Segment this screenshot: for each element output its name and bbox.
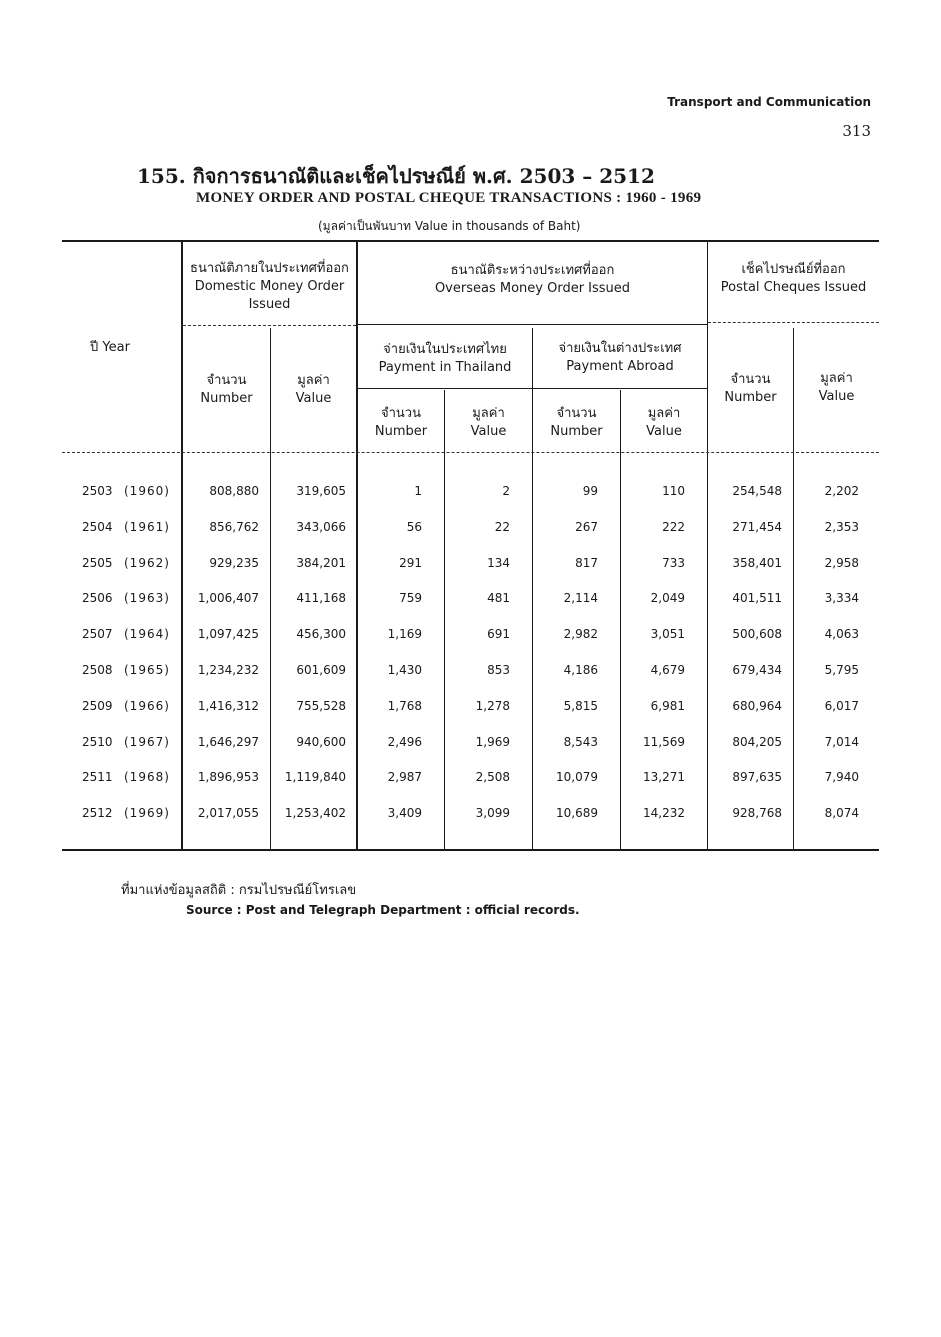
cell-pc-num: 271,454: [732, 520, 782, 534]
overseas-thai: ธนาณัติระหว่างประเทศที่ออก: [450, 263, 615, 278]
cell-pc-val: 2,202: [824, 484, 859, 498]
cell-ab-num: 2,114: [563, 591, 598, 605]
table-subtitle: (มูลค่าเป็นพันบาท Value in thousands of Baht): [318, 219, 581, 233]
table-title-thai: [137, 160, 655, 192]
section-header: Transport and Communication: [667, 95, 871, 109]
cell-th-num: 56: [406, 520, 422, 534]
cell-ab-val: 6,981: [650, 699, 685, 713]
domestic-english-1: Domestic Money Order: [194, 279, 345, 294]
cell-ab-num: 817: [575, 556, 598, 570]
cell-dom-num: 856,762: [209, 520, 259, 534]
table-top-rule: [62, 240, 879, 242]
divider-overseas: [707, 242, 708, 849]
cell-pc-val: 8,074: [824, 806, 859, 820]
cell-ab-num: 4,186: [563, 663, 598, 677]
domestic-sub-rule: [183, 325, 356, 326]
payment-thailand-thai: จ่ายเงินในประเทศไทย: [383, 342, 507, 357]
cell-ab-num: 267: [575, 520, 598, 534]
cell-pc-val: 2,958: [824, 556, 859, 570]
postal-thai: เช็คไปรษณีย์ที่ออก: [741, 262, 846, 277]
year-english-cell: (1967): [124, 735, 170, 749]
year-english-cell: (1960): [124, 484, 170, 498]
cell-pc-val: 3,334: [824, 591, 859, 605]
divider-year: [181, 242, 183, 849]
payment-abroad-english: Payment Abroad: [566, 359, 674, 374]
postal-sub-rule: [708, 322, 879, 323]
cell-pc-num: 928,768: [732, 806, 782, 820]
cell-th-num: 2,987: [387, 770, 422, 784]
cell-th-num: 3,409: [387, 806, 422, 820]
cell-th-num: 1,768: [387, 699, 422, 713]
header-th-value: มูลค่า Value: [470, 406, 507, 439]
cell-th-val: 3,099: [475, 806, 510, 820]
cell-dom-val: 940,600: [296, 735, 346, 749]
source-english: Source : Post and Telegraph Department : official records.: [186, 903, 580, 917]
year-english-cell: (1963): [124, 591, 170, 605]
header-dom-number: จำนวน Number: [200, 373, 253, 406]
year-thai-cell: 2506: [82, 591, 113, 605]
cell-th-num: 1: [414, 484, 422, 498]
year-thai-cell: 2505: [82, 556, 113, 570]
year-thai-cell: 2504: [82, 520, 113, 534]
year-thai-cell: 2512: [82, 806, 113, 820]
year-label-thai: ปี: [90, 340, 99, 355]
cell-dom-num: 1,416,312: [197, 699, 259, 713]
cell-pc-val: 4,063: [824, 627, 859, 641]
cell-ab-val: 2,049: [650, 591, 685, 605]
cell-pc-val: 7,940: [824, 770, 859, 784]
year-english-cell: (1968): [124, 770, 170, 784]
cell-th-num: 2,496: [387, 735, 422, 749]
cell-dom-num: 1,234,232: [197, 663, 259, 677]
cell-dom-val: 601,609: [296, 663, 346, 677]
cell-dom-val: 456,300: [296, 627, 346, 641]
cell-th-val: 853: [487, 663, 510, 677]
divider-ab-num: [620, 390, 621, 849]
table-number: 155.: [137, 164, 186, 188]
title-thai-text: กิจการธนาณัติและเช็คไปรษณีย์ พ.ศ. 2503 – 2512: [192, 164, 655, 188]
cell-ab-val: 4,679: [650, 663, 685, 677]
year-thai-cell: 2511: [82, 770, 113, 784]
table-bottom-rule: [62, 849, 879, 851]
cell-ab-num: 5,815: [563, 699, 598, 713]
table-title-english: MONEY ORDER AND POSTAL CHEQUE TRANSACTIONS : 1960 - 1969: [196, 190, 702, 206]
page-number: 313: [842, 122, 871, 140]
cell-ab-num: 99: [582, 484, 598, 498]
cell-th-val: 2,508: [475, 770, 510, 784]
cell-ab-val: 733: [662, 556, 685, 570]
header-ab-number: จำนวน Number: [550, 406, 603, 439]
cell-pc-num: 679,434: [732, 663, 782, 677]
cell-pc-num: 897,635: [732, 770, 782, 784]
header-payment-thailand: [358, 341, 532, 377]
overseas-sub-rule: [358, 324, 707, 325]
header-ab-value: มูลค่า Value: [646, 406, 682, 439]
divider-domestic: [356, 242, 358, 849]
cell-ab-num: 2,982: [563, 627, 598, 641]
year-english-cell: (1962): [124, 556, 170, 570]
cell-dom-num: 808,880: [209, 484, 259, 498]
payment-sub-rule: [358, 388, 707, 389]
cell-th-num: 291: [399, 556, 422, 570]
cell-th-val: 2: [502, 484, 510, 498]
header-th-number: จำนวน Number: [374, 406, 428, 439]
cell-dom-num: 1,006,407: [197, 591, 259, 605]
year-thai-cell: 2507: [82, 627, 113, 641]
cell-th-val: 1,969: [475, 735, 510, 749]
cell-th-val: 134: [487, 556, 510, 570]
cell-dom-num: 929,235: [209, 556, 259, 570]
cell-pc-num: 680,964: [732, 699, 782, 713]
year-thai-cell: 2510: [82, 735, 113, 749]
cell-th-num: 759: [399, 591, 422, 605]
year-english-cell: (1965): [124, 663, 170, 677]
cell-dom-val: 319,605: [296, 484, 346, 498]
cell-dom-val: 384,201: [296, 556, 346, 570]
header-year: [90, 339, 160, 357]
cell-pc-num: 804,205: [732, 735, 782, 749]
cell-pc-val: 2,353: [824, 520, 859, 534]
cell-dom-num: 2,017,055: [197, 806, 259, 820]
cell-ab-val: 110: [662, 484, 685, 498]
cell-pc-val: 7,014: [824, 735, 859, 749]
header-domestic: [183, 260, 356, 314]
cell-ab-val: 3,051: [650, 627, 685, 641]
year-english-cell: (1964): [124, 627, 170, 641]
cell-dom-val: 343,066: [296, 520, 346, 534]
cell-ab-val: 13,271: [643, 770, 685, 784]
cell-pc-num: 401,511: [732, 591, 782, 605]
cell-th-val: 481: [487, 591, 510, 605]
header-payment-abroad: [533, 340, 707, 376]
header-postal: [708, 261, 879, 297]
payment-abroad-thai: จ่ายเงินในต่างประเทศ: [558, 341, 682, 356]
cell-dom-num: 1,896,953: [197, 770, 259, 784]
cell-ab-num: 8,543: [563, 735, 598, 749]
cell-dom-val: 1,253,402: [284, 806, 346, 820]
cell-ab-num: 10,079: [556, 770, 598, 784]
cell-ab-val: 14,232: [643, 806, 685, 820]
header-bottom-rule: [62, 452, 879, 453]
cell-th-val: 22: [494, 520, 510, 534]
cell-pc-num: 358,401: [732, 556, 782, 570]
divider-pc-num: [793, 328, 794, 849]
cell-th-val: 1,278: [475, 699, 510, 713]
payment-thailand-english: Payment in Thailand: [378, 360, 512, 375]
year-thai-cell: 2509: [82, 699, 113, 713]
year-english-cell: (1966): [124, 699, 170, 713]
year-english-cell: (1969): [124, 806, 170, 820]
cell-pc-val: 5,795: [824, 663, 859, 677]
year-english-cell: (1961): [124, 520, 170, 534]
cell-dom-val: 1,119,840: [284, 770, 346, 784]
header-pc-value: มูลค่า Value: [818, 371, 855, 404]
cell-pc-num: 254,548: [732, 484, 782, 498]
cell-ab-val: 11,569: [643, 735, 685, 749]
cell-ab-val: 222: [662, 520, 685, 534]
year-thai-cell: 2508: [82, 663, 113, 677]
cell-dom-num: 1,097,425: [197, 627, 259, 641]
overseas-english: Overseas Money Order Issued: [434, 281, 631, 296]
cell-th-val: 691: [487, 627, 510, 641]
domestic-thai: ธนาณัติภายในประเทศที่ออก: [190, 261, 349, 276]
divider-th-num: [444, 390, 445, 849]
year-thai-cell: 2503: [82, 484, 113, 498]
cell-pc-num: 500,608: [732, 627, 782, 641]
cell-pc-val: 6,017: [824, 699, 859, 713]
cell-th-num: 1,430: [387, 663, 422, 677]
cell-ab-num: 10,689: [556, 806, 598, 820]
cell-th-num: 1,169: [387, 627, 422, 641]
header-dom-value: มูลค่า Value: [295, 373, 332, 406]
year-label-english: Year: [102, 340, 130, 355]
cell-dom-num: 1,646,297: [197, 735, 259, 749]
domestic-english-2: Issued: [248, 297, 291, 312]
header-overseas: [358, 262, 707, 298]
postal-english: Postal Cheques Issued: [720, 280, 867, 295]
source-thai: ที่มาแห่งข้อมูลสถิติ : กรมไปรษณีย์โทรเลข: [121, 883, 357, 898]
cell-dom-val: 411,168: [296, 591, 346, 605]
header-pc-number: จำนวน Number: [724, 372, 777, 405]
cell-dom-val: 755,528: [296, 699, 346, 713]
